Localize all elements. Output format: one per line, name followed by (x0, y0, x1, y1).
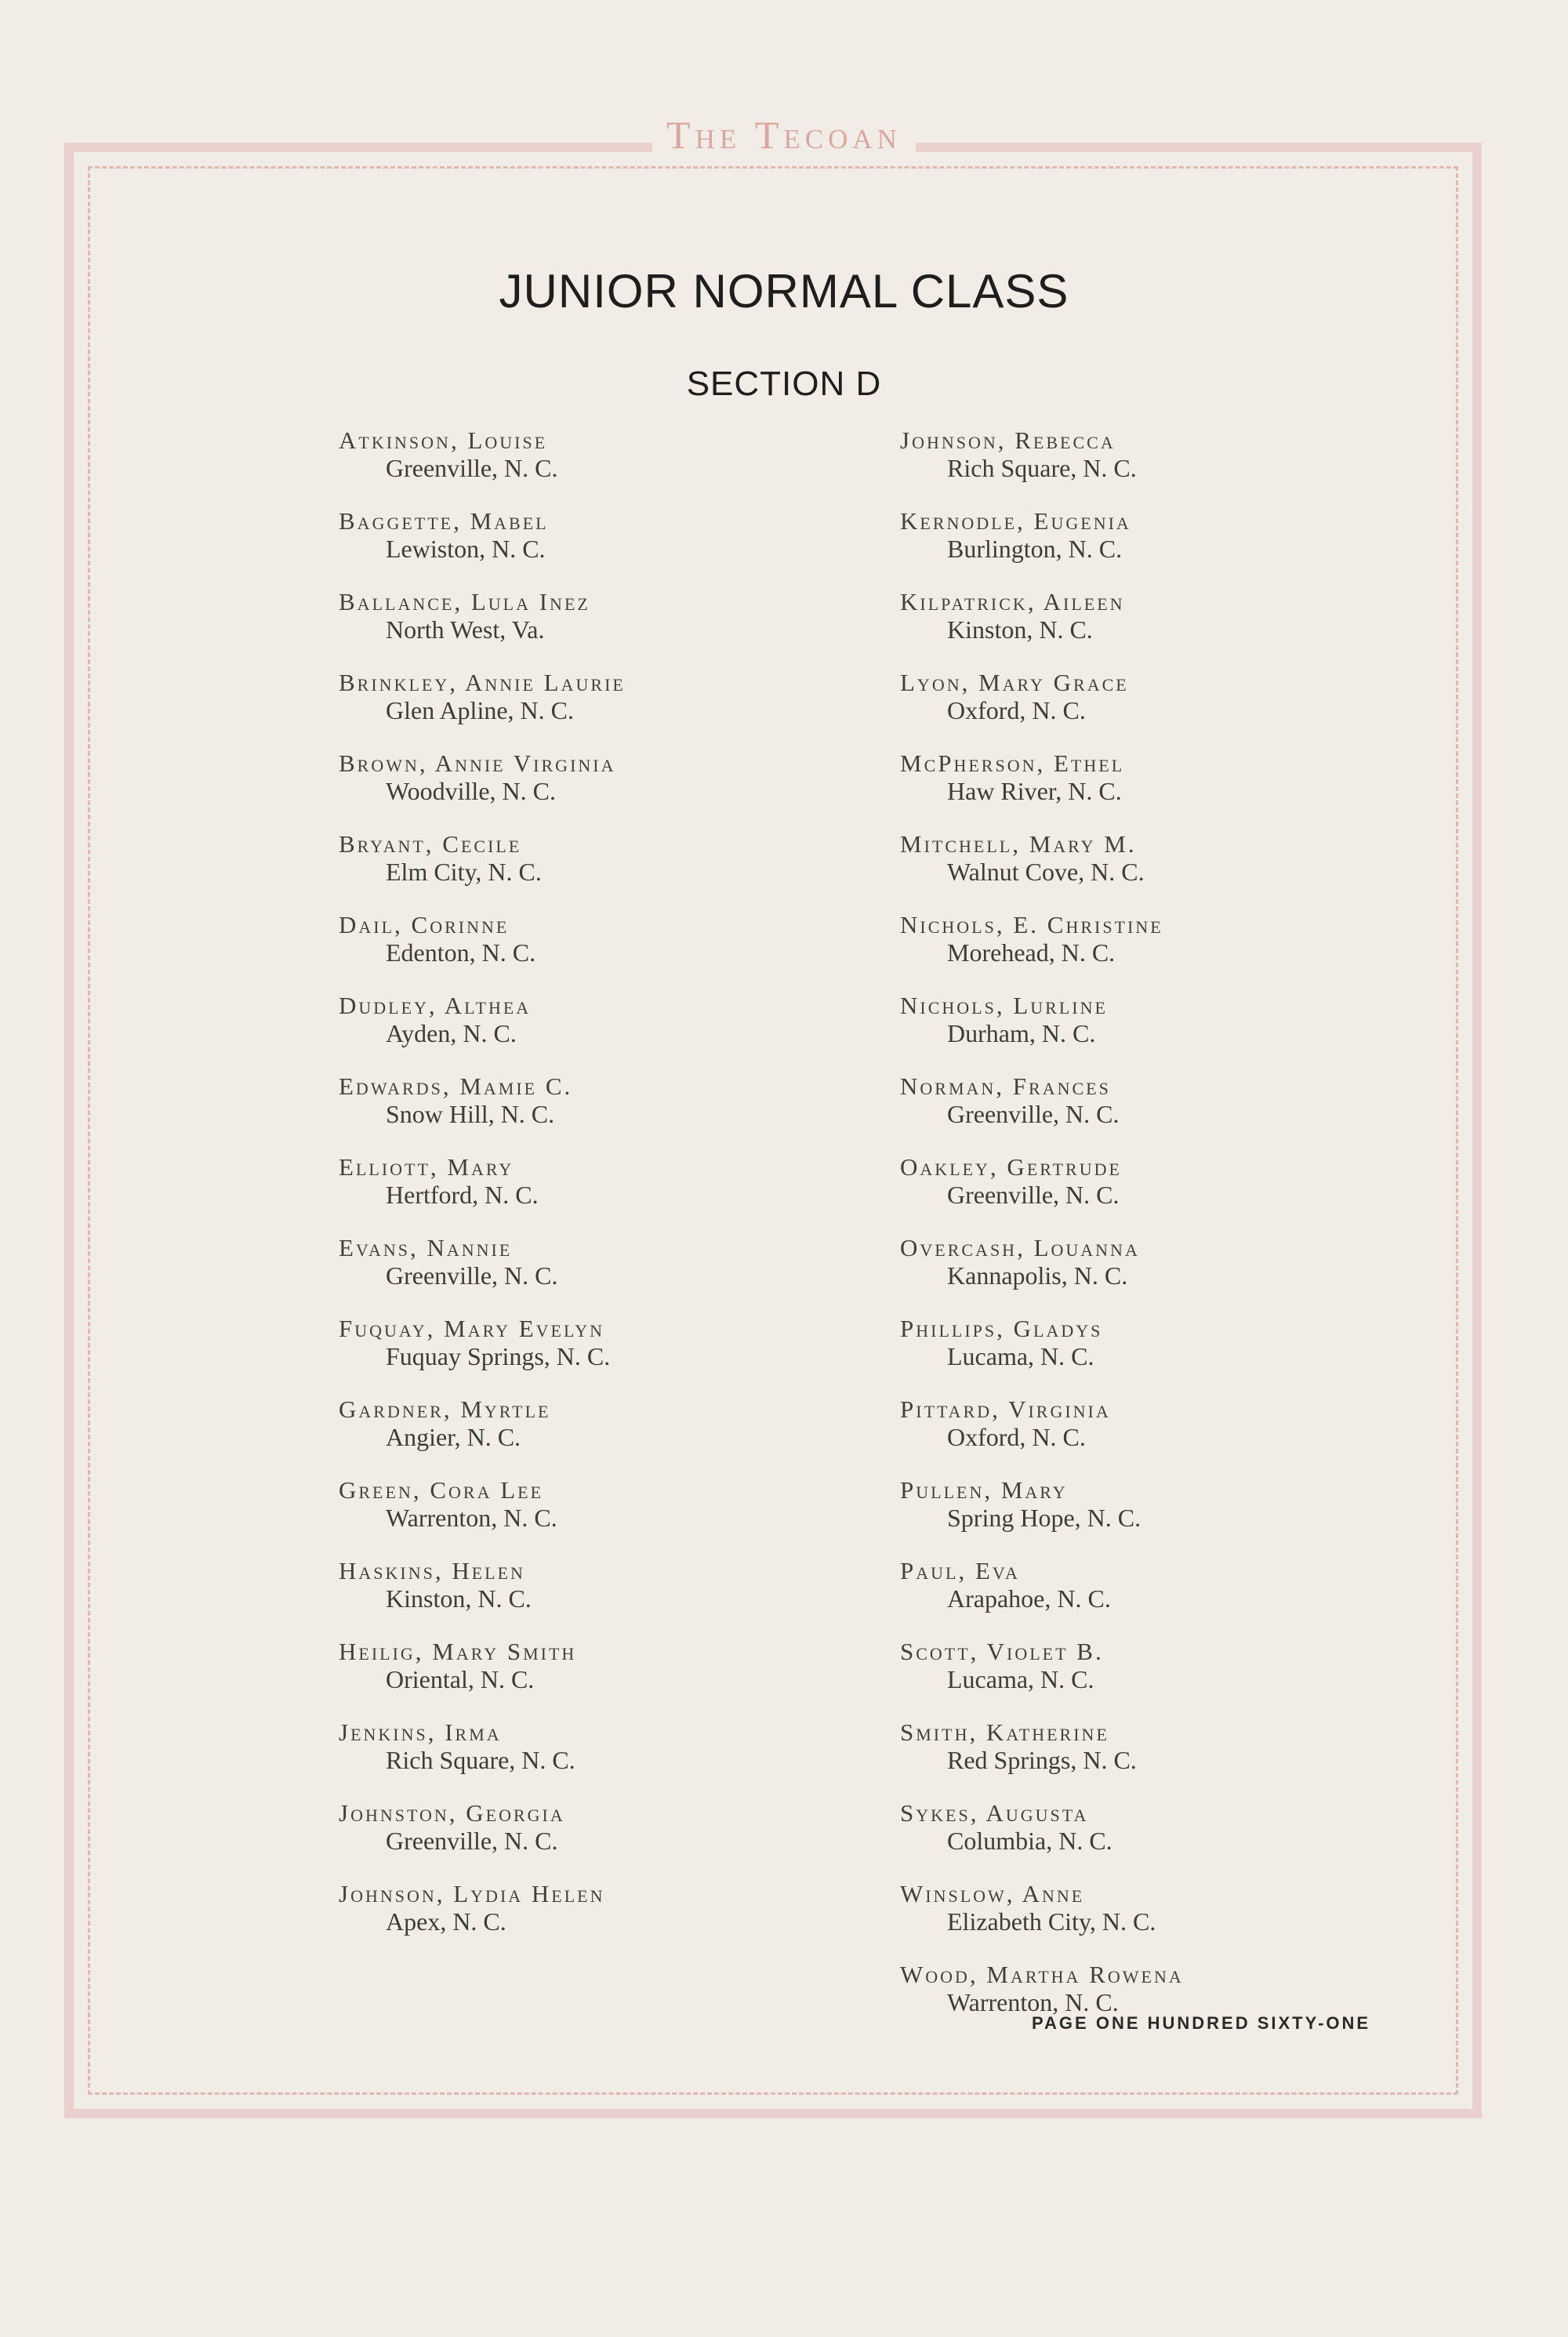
student-hometown: Lucama, N. C. (947, 1342, 1094, 1370)
list-item (339, 1719, 935, 1800)
student-hometown: Snow Hill, N. C. (386, 1100, 555, 1128)
list-item (900, 1800, 1496, 1881)
list-item (339, 1073, 935, 1154)
student-hometown: North West, Va. (386, 615, 545, 644)
student-name: Phillips, Gladys (900, 1315, 1103, 1342)
student-hometown: Rich Square, N. C. (386, 1746, 575, 1774)
left-name-column (339, 427, 935, 1961)
student-name: Pullen, Mary (900, 1476, 1068, 1504)
list-item (900, 1235, 1496, 1315)
student-hometown: Oxford, N. C. (947, 696, 1086, 724)
list-item (339, 750, 935, 831)
student-name: Dail, Corinne (339, 911, 510, 938)
student-hometown: Kannapolis, N. C. (947, 1261, 1128, 1290)
student-hometown: Kinston, N. C. (947, 615, 1093, 644)
student-hometown: Morehead, N. C. (947, 938, 1116, 967)
list-item (339, 508, 935, 589)
student-name: Sykes, Augusta (900, 1799, 1089, 1827)
student-name: Kernodle, Eugenia (900, 507, 1131, 535)
student-name: Ballance, Lula Inez (339, 588, 590, 615)
list-item (900, 1558, 1496, 1638)
student-name: Heilig, Mary Smith (339, 1638, 577, 1665)
list-item (339, 912, 935, 992)
list-item (339, 1638, 935, 1719)
list-item (339, 1154, 935, 1235)
student-name: Edwards, Mamie C. (339, 1072, 573, 1100)
list-item (900, 1154, 1496, 1235)
student-hometown: Arapahoe, N. C. (947, 1584, 1111, 1613)
student-hometown: Columbia, N. C. (947, 1827, 1112, 1855)
page-number: PAGE ONE HUNDRED SIXTY-ONE (1032, 2013, 1371, 2033)
student-name: Pittard, Virginia (900, 1395, 1111, 1423)
student-hometown: Ayden, N. C. (386, 1019, 517, 1047)
student-name: Norman, Frances (900, 1072, 1111, 1100)
student-name: Johnson, Rebecca (900, 426, 1116, 454)
list-item (900, 508, 1496, 589)
student-hometown: Elm City, N. C. (386, 858, 542, 886)
list-item (900, 589, 1496, 670)
student-hometown: Hertford, N. C. (386, 1181, 539, 1209)
student-name: Johnson, Lydia Helen (339, 1880, 605, 1907)
student-name: McPherson, Ethel (900, 749, 1125, 777)
student-name: Atkinson, Louise (339, 426, 548, 454)
list-item (900, 1719, 1496, 1800)
student-hometown: Greenville, N. C. (386, 1261, 558, 1290)
page-title: JUNIOR NORMAL CLASS (499, 265, 1069, 318)
list-item (900, 1315, 1496, 1396)
list-item (339, 831, 935, 912)
list-item (339, 992, 935, 1073)
student-hometown: Oxford, N. C. (947, 1423, 1086, 1451)
list-item (900, 1881, 1496, 1961)
list-item (900, 1396, 1496, 1477)
list-item (900, 992, 1496, 1073)
student-name: Overcash, Louanna (900, 1234, 1140, 1261)
student-hometown: Angier, N. C. (386, 1423, 521, 1451)
student-hometown: Warrenton, N. C. (947, 1988, 1119, 2016)
student-name: Evans, Nannie (339, 1234, 513, 1261)
student-hometown: Kinston, N. C. (386, 1584, 532, 1613)
student-name: Mitchell, Mary M. (900, 830, 1137, 858)
student-name: Gardner, Myrtle (339, 1395, 551, 1423)
section-heading: SECTION D (686, 365, 882, 403)
student-name: Jenkins, Irma (339, 1718, 502, 1746)
student-hometown: Greenville, N. C. (386, 1827, 558, 1855)
list-item (339, 1558, 935, 1638)
student-hometown: Elizabeth City, N. C. (947, 1907, 1156, 1936)
student-name: Winslow, Anne (900, 1880, 1085, 1907)
list-item (339, 1396, 935, 1477)
list-item (900, 1638, 1496, 1719)
student-hometown: Spring Hope, N. C. (947, 1504, 1142, 1532)
list-item (339, 1315, 935, 1396)
student-name: Bryant, Cecile (339, 830, 522, 858)
student-hometown: Greenville, N. C. (947, 1181, 1120, 1209)
student-hometown: Warrenton, N. C. (386, 1504, 557, 1532)
student-name: Fuquay, Mary Evelyn (339, 1315, 604, 1342)
list-item (900, 912, 1496, 992)
student-name: Haskins, Helen (339, 1557, 525, 1584)
student-hometown: Woodville, N. C. (386, 777, 556, 805)
student-name: Smith, Katherine (900, 1718, 1109, 1746)
list-item (900, 670, 1496, 750)
student-hometown: Burlington, N. C. (947, 535, 1123, 563)
list-item (900, 750, 1496, 831)
student-name: Kilpatrick, Aileen (900, 588, 1125, 615)
student-hometown: Fuquay Springs, N. C. (386, 1342, 611, 1370)
student-name: Wood, Martha Rowena (900, 1961, 1184, 1988)
list-item (900, 1477, 1496, 1558)
student-name: Green, Cora Lee (339, 1476, 544, 1504)
student-name: Nichols, E. Christine (900, 911, 1163, 938)
student-hometown: Walnut Cove, N. C. (947, 858, 1145, 886)
student-hometown: Edenton, N. C. (386, 938, 536, 967)
list-item (900, 1073, 1496, 1154)
student-hometown: Rich Square, N. C. (947, 454, 1137, 482)
student-name: Paul, Eva (900, 1557, 1020, 1584)
student-hometown: Red Springs, N. C. (947, 1746, 1137, 1774)
student-name: Nichols, Lurline (900, 992, 1108, 1019)
student-hometown: Greenville, N. C. (386, 454, 558, 482)
student-name: Brinkley, Annie Laurie (339, 669, 626, 696)
right-name-column (900, 427, 1496, 2042)
student-name: Baggette, Mabel (339, 507, 549, 535)
student-hometown: Durham, N. C. (947, 1019, 1096, 1047)
student-name: Johnston, Georgia (339, 1799, 565, 1827)
list-item (339, 1881, 935, 1961)
student-name: Dudley, Althea (339, 992, 532, 1019)
list-item (339, 1477, 935, 1558)
student-hometown: Greenville, N. C. (947, 1100, 1120, 1128)
student-name: Brown, Annie Virginia (339, 749, 616, 777)
list-item (339, 1800, 935, 1881)
list-item (339, 1235, 935, 1315)
student-hometown: Apex, N. C. (386, 1907, 506, 1936)
list-item (339, 589, 935, 670)
student-hometown: Oriental, N. C. (386, 1665, 535, 1693)
student-hometown: Lewiston, N. C. (386, 535, 546, 563)
running-head: The Tecoan (0, 112, 1568, 158)
student-name: Elliott, Mary (339, 1153, 514, 1181)
student-name: Oakley, Gertrude (900, 1153, 1122, 1181)
student-name: Scott, Violet B. (900, 1638, 1104, 1665)
list-item (339, 670, 935, 750)
student-hometown: Glen Apline, N. C. (386, 696, 574, 724)
student-hometown: Haw River, N. C. (947, 777, 1122, 805)
list-item (339, 427, 935, 508)
list-item (900, 831, 1496, 912)
student-hometown: Lucama, N. C. (947, 1665, 1094, 1693)
list-item (900, 427, 1496, 508)
student-name: Lyon, Mary Grace (900, 669, 1129, 696)
